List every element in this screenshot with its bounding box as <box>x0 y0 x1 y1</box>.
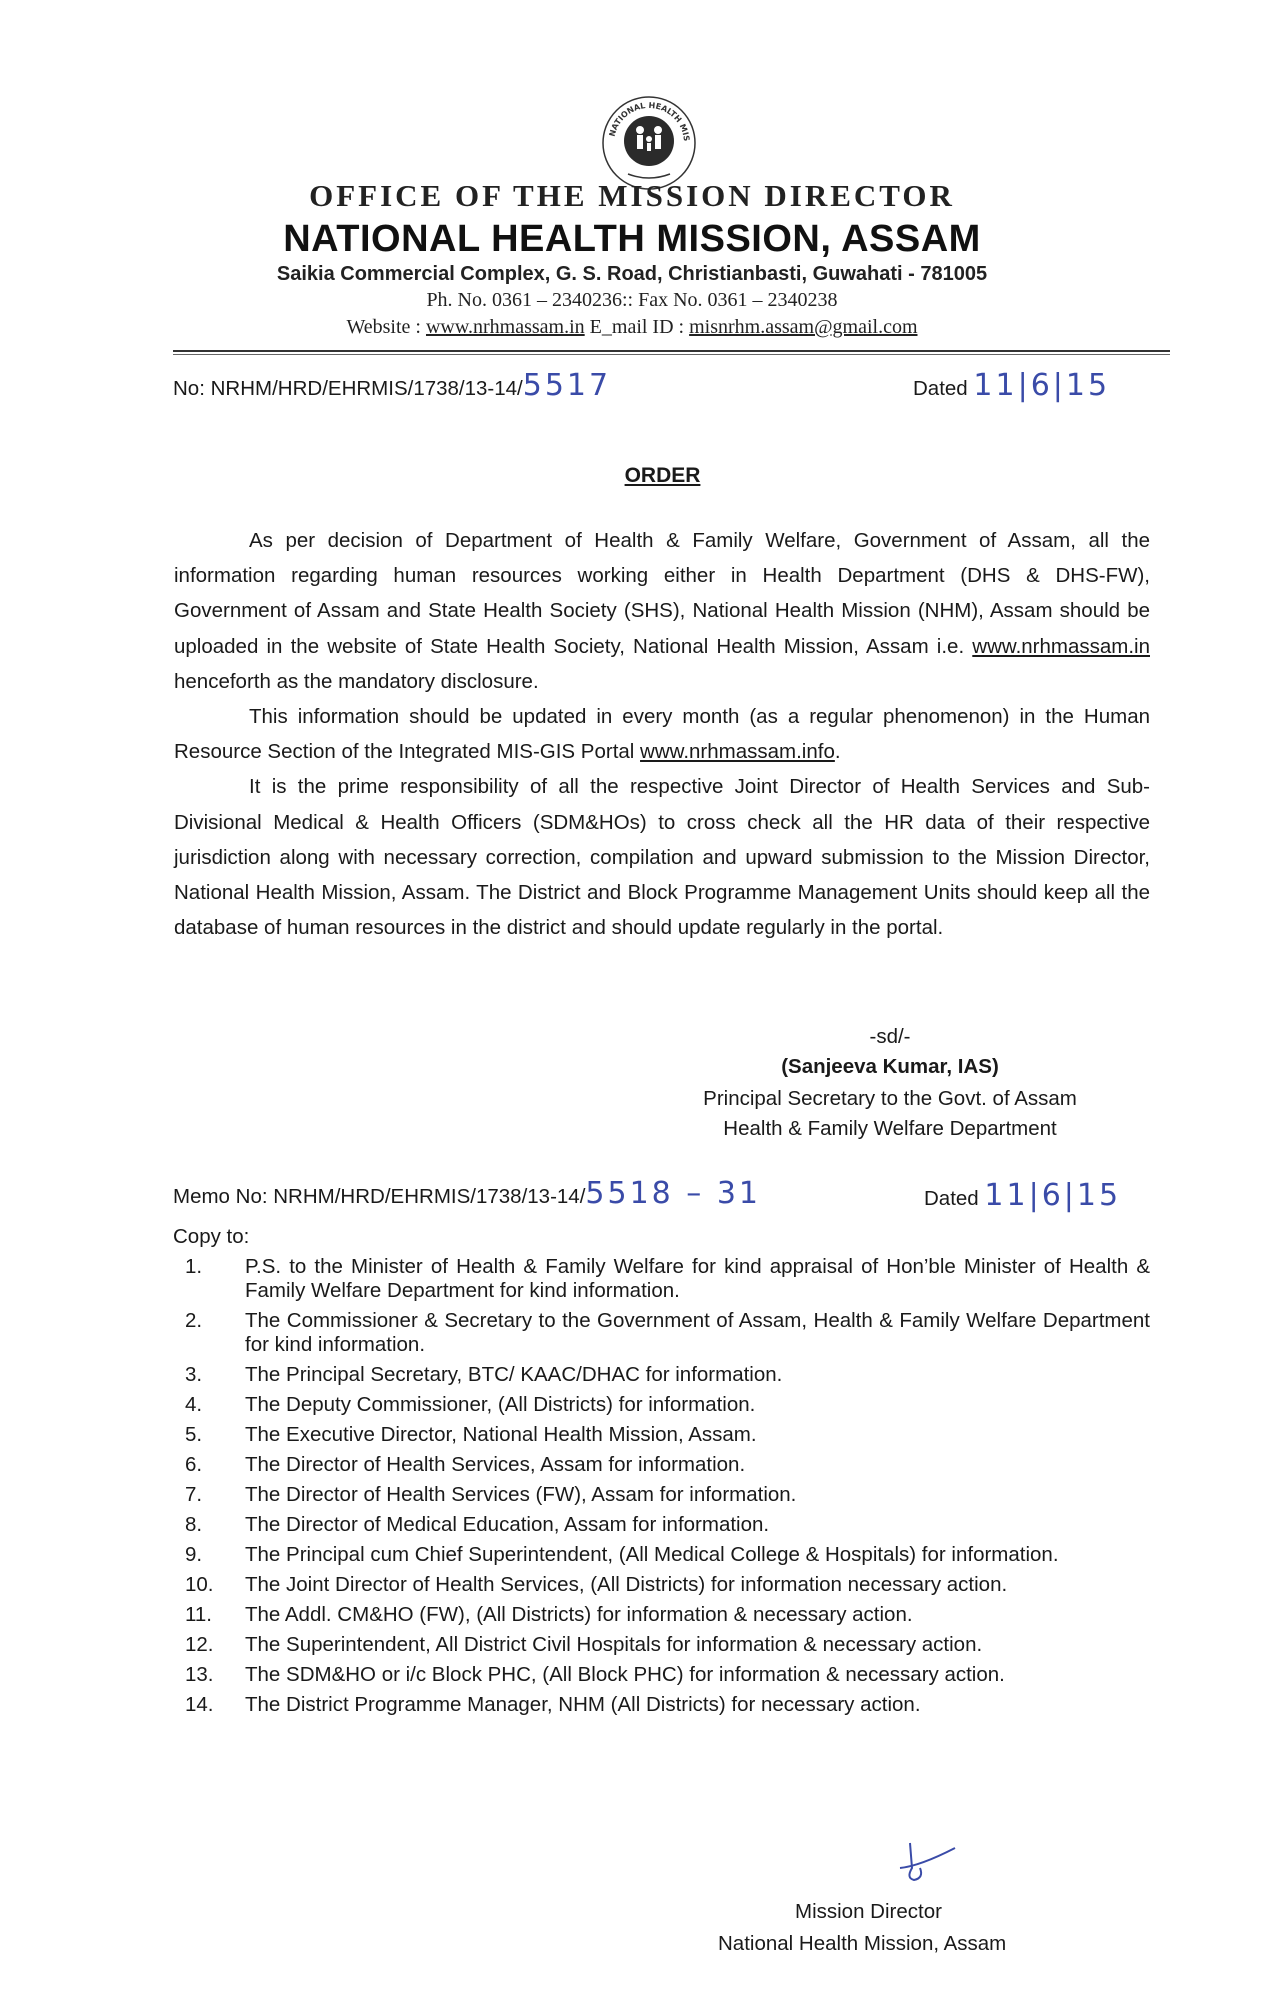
list-item-text: The Principal Secretary, BTC/ KAAC/DHAC for information. <box>245 1363 783 1386</box>
order-body <box>174 523 1150 945</box>
website-label: Website : <box>346 316 426 338</box>
list-item-text: The SDM&HO or i/c Block PHC, (All Block PHC) for information & necessary action. <box>245 1663 1005 1686</box>
signatory-department: Health & Family Welfare Department <box>723 1117 1057 1140</box>
header-divider-thin <box>173 354 1170 355</box>
copy-to-list <box>185 1255 1150 1723</box>
memo-date-label: Dated <box>924 1187 979 1210</box>
memo-number-handwritten: 5518 – 31 <box>585 1176 761 1211</box>
signature-sd: -sd/- <box>869 1025 911 1048</box>
list-item-text: The Executive Director, National Health Mission, Assam. <box>245 1423 757 1446</box>
list-item-number: 13. <box>185 1663 214 1686</box>
list-item <box>185 1309 1150 1357</box>
order-number <box>173 368 611 403</box>
order-number-label: No: NRHM/HRD/EHRMIS/1738/13-14/ <box>173 377 523 400</box>
list-item-number: 3. <box>185 1363 203 1386</box>
list-item-number: 2. <box>185 1309 203 1332</box>
list-item-number: 9. <box>185 1543 203 1566</box>
list-item <box>185 1393 1150 1417</box>
paragraph-2-link[interactable]: www.nrhmassam.info <box>640 740 835 764</box>
memo-number <box>173 1176 761 1211</box>
list-item-text: The District Programme Manager, NHM (All Districts) for necessary action. <box>245 1693 921 1716</box>
paragraph-1-tail: henceforth as the mandatory disclosure. <box>174 669 539 693</box>
memo-number-label: Memo No: NRHM/HRD/EHRMIS/1738/13-14/ <box>173 1185 586 1208</box>
website-link[interactable]: www.nrhmassam.in <box>425 316 585 338</box>
paragraph-2 <box>174 699 1150 769</box>
paragraph-1 <box>174 523 1150 699</box>
list-item <box>185 1633 1150 1657</box>
order-date-label: Dated <box>913 377 968 400</box>
organization-title: NATIONAL HEALTH MISSION, ASSAM <box>283 218 981 260</box>
list-item-number: 7. <box>185 1483 203 1506</box>
list-item-number: 14. <box>185 1693 214 1716</box>
list-item <box>185 1543 1150 1567</box>
paragraph-2-text: This information should be updated in every month (as a regular phenomenon) in the Human Resource Section of the Integrated MIS-GIS Portal <box>174 705 1150 764</box>
paragraph-1-link[interactable]: www.nrhmassam.in <box>972 634 1150 658</box>
email-label: E_mail ID : <box>584 316 690 338</box>
list-item-number: 12. <box>185 1633 214 1656</box>
list-item-text: The Deputy Commissioner, (All Districts) for information. <box>245 1393 756 1416</box>
paragraph-2-tail: . <box>834 740 841 764</box>
list-item <box>185 1693 1150 1717</box>
list-item-number: 11. <box>185 1603 212 1626</box>
list-item-number: 6. <box>185 1453 203 1476</box>
list-item-number: 5. <box>185 1423 203 1446</box>
list-item <box>185 1255 1150 1303</box>
list-item <box>185 1453 1150 1477</box>
list-item-text: The Superintendent, All District Civil Hospitals for information & necessary action. <box>245 1633 983 1656</box>
footer-organization: National Health Mission, Assam <box>718 1932 1007 1955</box>
list-item-number: 4. <box>185 1393 203 1416</box>
list-item-number: 1. <box>185 1255 203 1278</box>
order-date-handwritten: 11|6|15 <box>973 368 1111 403</box>
order-date <box>913 368 1110 403</box>
memo-date <box>924 1178 1121 1213</box>
copy-to-label: Copy to: <box>173 1225 250 1248</box>
list-item-text: The Director of Health Services (FW), Assam for information. <box>245 1483 797 1506</box>
signatory-title: Principal Secretary to the Govt. of Assam <box>703 1087 1077 1110</box>
header-divider <box>173 350 1170 352</box>
list-item-text: P.S. to the Minister of Health & Family Welfare for kind appraisal of Hon’ble Minister of Health & Family Welfare Department for kind information. <box>245 1255 1150 1302</box>
order-heading: ORDER <box>624 464 701 487</box>
list-item <box>185 1663 1150 1687</box>
list-item-text: The Director of Health Services, Assam for information. <box>245 1453 746 1476</box>
footer-title: Mission Director <box>795 1900 942 1923</box>
list-item-text: The Joint Director of Health Services, (All Districts) for information necessary action. <box>245 1573 1008 1596</box>
list-item-number: 10. <box>185 1573 214 1596</box>
email-link[interactable]: misnrhm.assam@gmail.com <box>689 316 918 338</box>
list-item <box>185 1483 1150 1507</box>
list-item-text: The Commissioner & Secretary to the Government of Assam, Health & Family Welfare Department for kind information. <box>245 1309 1150 1356</box>
emblem-text: NATIONAL HEALTH MIS <box>607 100 691 142</box>
office-title: OFFICE OF THE MISSION DIRECTOR <box>309 178 955 213</box>
address-line: Saikia Commercial Complex, G. S. Road, Christianbasti, Guwahati - 781005 <box>276 263 988 285</box>
list-item-text: The Principal cum Chief Superintendent, (All Medical College & Hospitals) for information. <box>245 1543 1059 1566</box>
paragraph-3: It is the prime responsibility of all the respective Joint Director of Health Services and Sub-Divisional Medical & Health Officers (SDM&HOs) to cross check all the HR data of their respective jurisdiction along with necessary correction, compilation and upward submission to the Mission Director, National Health Mission, Assam. The District and Block Programme Management Units should keep all the database of human resources in the district and should update regularly in the portal. <box>174 775 1150 940</box>
list-item-number: 8. <box>185 1513 203 1536</box>
list-item <box>185 1423 1150 1447</box>
list-item <box>185 1363 1150 1387</box>
handwritten-signature <box>880 1838 960 1898</box>
list-item-text: The Addl. CM&HO (FW), (All Districts) for information & necessary action. <box>245 1603 913 1626</box>
list-item <box>185 1603 1150 1627</box>
paragraph-1-text: As per decision of Department of Health & Family Welfare, Government of Assam, all the information regarding human resources working either in Health Department (DHS & DHS-FW), Government of Assam and State Health Society (SHS), National Health Mission (NHM), Assam should be uploaded in the website of State Health Society, National Health Mission, Assam i.e. <box>174 529 1150 658</box>
signatory-name: (Sanjeeva Kumar, IAS) <box>781 1055 999 1078</box>
memo-date-handwritten: 11|6|15 <box>984 1178 1122 1213</box>
website-email-line <box>0 316 1264 339</box>
list-item <box>185 1573 1150 1597</box>
order-number-handwritten: 5517 <box>522 368 612 403</box>
list-item-text: The Director of Medical Education, Assam for information. <box>245 1513 770 1536</box>
list-item <box>185 1513 1150 1537</box>
phone-fax-line: Ph. No. 0361 – 2340236:: Fax No. 0361 – 2340238 <box>426 289 838 311</box>
